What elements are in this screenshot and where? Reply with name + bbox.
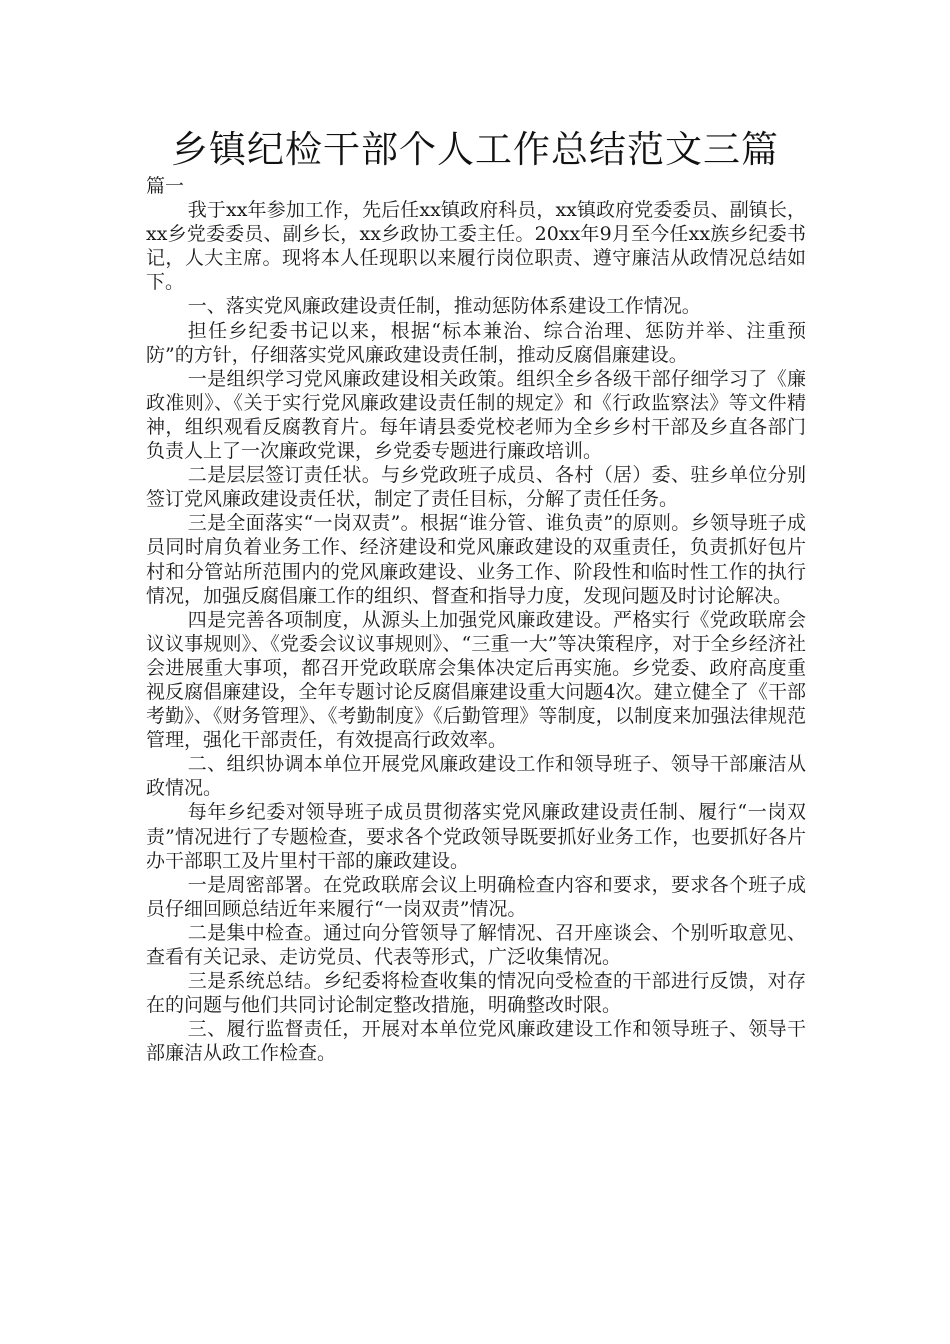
paragraph-part-2-overview: 每年乡纪委对领导班子成员贯彻落实党风廉政建设责任制、履行“一岗双责”情况进行了专题检查，要求各个党政领导既要抓好业务工作，也要抓好各片办干部职工及片里村干部的廉政建设。 xyxy=(146,801,806,872)
heading-part-2: 二、组织协调本单位开展党风廉政建设工作和领导班子、领导干部廉洁从政情况。 xyxy=(146,753,806,800)
paragraph-part-1-overview: 担任乡纪委书记以来，根据“标本兼治、综合治理、惩防并举、注重预防”的方针，仔细落实党风廉政建设责任制，推动反腐倡廉建设。 xyxy=(146,319,806,366)
paragraph-item-deploy: 一是周密部署。在党政联席会议上明确检查内容和要求，要求各个班子成员仔细回顾总结近年来履行“一岗双责”情况。 xyxy=(146,873,806,920)
paragraph-item-study: 一是组织学习党风廉政建设相关政策。组织全乡各级干部仔细学习了《廉政准则》、《关于实行党风廉政建设责任制的规定》和《行政监察法》等文件精神，组织观看反腐教育片。每年请县委党校老师为全乡乡村干部及乡直各部门负责人上了一次廉政党课，乡党委专题进行廉政培训。 xyxy=(146,367,806,463)
paragraph-item-responsibility: 二是层层签订责任状。与乡党政班子成员、各村（居）委、驻乡单位分别签订党风廉政建设责任状，制定了责任目标，分解了责任任务。 xyxy=(146,464,806,511)
paragraph-item-inspect: 二是集中检查。通过向分管领导了解情况、召开座谈会、个别听取意见、查看有关记录、走访党员、代表等形式，广泛收集情况。 xyxy=(146,921,806,968)
paragraph-item-summary: 三是系统总结。乡纪委将检查收集的情况向受检查的干部进行反馈，对存在的问题与他们共同讨论制定整改措施，明确整改时限。 xyxy=(146,970,806,1017)
heading-part-1: 一、落实党风廉政建设责任制，推动惩防体系建设工作情况。 xyxy=(187,295,701,318)
paragraph-item-systems: 四是完善各项制度，从源头上加强党风廉政建设。严格实行《党政联席会议议事规则》、《党委会议议事规则》、“三重一大”等决策程序，对于全乡经济社会进展重大事项，都召开党政联席会集体决定后再实施。乡党委、政府高度重视反腐倡廉建设，全年专题讨论反腐倡廉建设重大问题4次。建立健全了《干部考勤》、《财务管理》、《考勤制度》《后勤管理》等制度，以制度来加强法律规范管理，强化干部责任，有效提高行政效率。 xyxy=(146,608,806,752)
document-body xyxy=(146,174,806,1065)
paragraph-item-dual-duty: 三是全面落实“一岗双责”。根据“谁分管、谁负责”的原则。乡领导班子成员同时肩负着业务工作、经济建设和党风廉政建设的双重责任，负责抓好包片村和分管站所范围内的党风廉政建设、业务工作、阶段性和临时性工作的执行情况，加强反腐倡廉工作的组织、督查和指导力度，发现问题及时讨论解决。 xyxy=(146,512,806,607)
paragraph-intro: 我于xx年参加工作，先后任xx镇政府科员，xx镇政府党委委员、副镇长，xx乡党委委员、副乡长，xx乡政协工委主任。20xx年9月至今任xx族乡纪委书记，人大主席。现将本人任现职以来履行岗位职责、遵守廉洁从政情况总结如下。 xyxy=(146,199,806,294)
document-title: 乡镇纪检干部个人工作总结范文三篇 xyxy=(171,128,779,171)
section-label: 篇一 xyxy=(146,175,185,197)
heading-part-3: 三、履行监督责任，开展对本单位党风廉政建设工作和领导班子、领导干部廉洁从政工作检查。 xyxy=(146,1018,806,1065)
